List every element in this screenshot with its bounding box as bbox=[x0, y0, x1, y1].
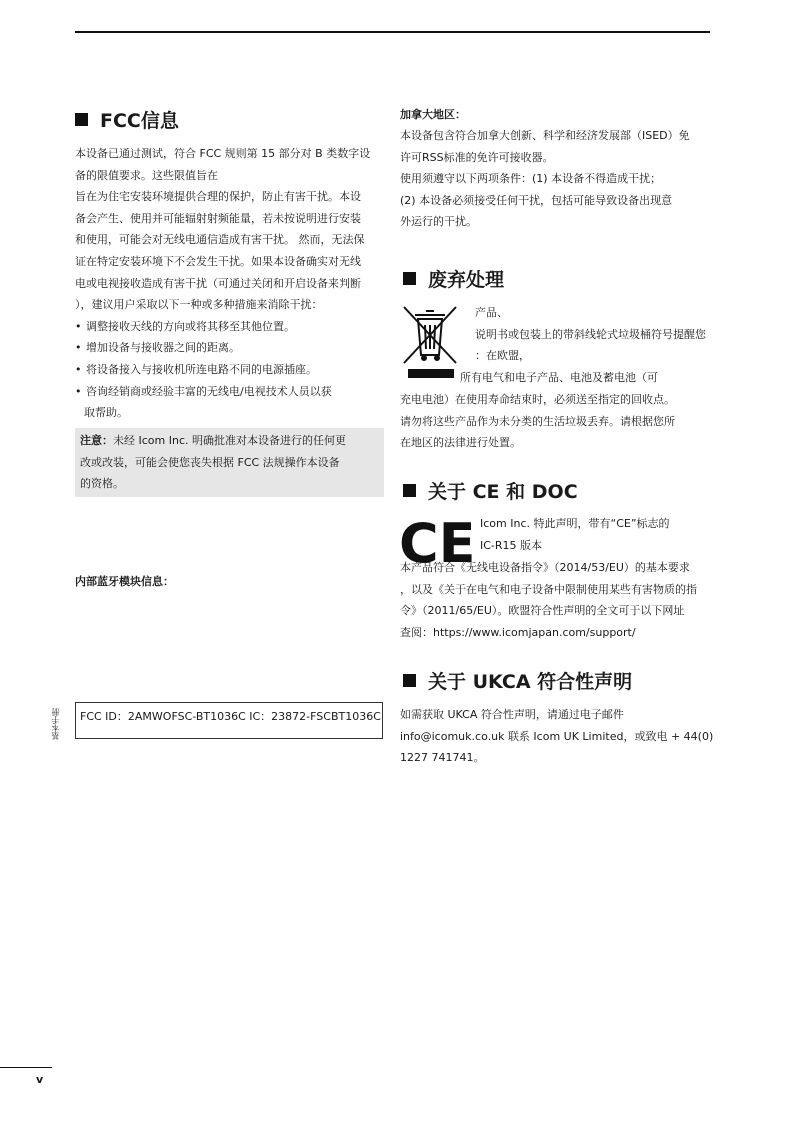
fcc-bullet: • 调整接收天线的方向或将其移至其他位置。 bbox=[75, 316, 387, 338]
fcc-line: 备的限值要求。这些限值旨在 bbox=[75, 168, 218, 182]
disposal-line: 产品、 bbox=[475, 306, 508, 319]
ce-line: 本产品符合《无线电设备指令》（2014/53/EU）的基本要求 bbox=[400, 561, 690, 574]
ce-line: Icom Inc. 特此声明，带有“CE”标志的 bbox=[480, 517, 670, 530]
fcc-paragraph bbox=[75, 143, 387, 424]
fcc-note-label: 注意： bbox=[80, 434, 113, 447]
heading-square-icon bbox=[403, 674, 416, 687]
canada-paragraph bbox=[400, 125, 720, 233]
ce-line: 查阅：https://www.icomjapan.com/support/ bbox=[400, 625, 636, 639]
ce-line: 令》（2011/65/EU）。欧盟符合性声明的全文可于以下网址 bbox=[400, 604, 685, 618]
fcc-note-line bbox=[75, 428, 384, 452]
ukca-paragraph bbox=[400, 704, 720, 769]
disposal-side-text bbox=[460, 302, 725, 388]
ce-paragraph bbox=[400, 557, 720, 643]
fcc-id-box bbox=[75, 702, 383, 739]
fcc-note-box bbox=[75, 428, 384, 497]
heading-square-icon bbox=[403, 272, 416, 285]
canada-heading: 加拿大地区： bbox=[400, 108, 466, 121]
page-number-rule bbox=[0, 1067, 52, 1068]
disposal-line: 在地区的法律进行处置。 bbox=[400, 436, 521, 450]
ce-line: IC-R15 版本 bbox=[480, 538, 543, 552]
fcc-bullet: • 咨询经销商或经验丰富的无线电/电视技术人员以获 bbox=[75, 381, 387, 403]
fcc-bullet-tail: 取帮助。 bbox=[84, 406, 128, 420]
fcc-id-text: FCC ID：2AMWOFSC-BT1036C IC：23872-FSCBT1036C bbox=[80, 710, 381, 723]
disposal-line: 说明书或包装上的带斜线轮式垃圾桶符号提醒您 bbox=[475, 327, 706, 341]
heading-square-icon bbox=[403, 484, 416, 497]
ukca-heading: 关于 UKCA 符合性声明 bbox=[403, 670, 632, 694]
fcc-line: ），建议用户采取以下一种或多种措施来消除干扰： bbox=[75, 298, 323, 312]
ce-line: ，以及《关于在电气和电子设备中限制使用某些有害物质的指 bbox=[400, 582, 697, 596]
fcc-line: 和使用，可能会对无线电通信造成有害干扰。 然而，无法保 bbox=[75, 233, 365, 247]
ce-side-text bbox=[480, 513, 720, 556]
fcc-bullet: • 将设备接入与接收机所连电路不同的电源插座。 bbox=[75, 359, 387, 381]
ukca-line: 如需获取 UKCA 符合性声明，请通过电子邮件 bbox=[400, 708, 624, 721]
crossed-out-wheelie-bin-icon bbox=[400, 303, 460, 381]
bluetooth-heading: 内部蓝牙模块信息： bbox=[75, 575, 174, 588]
fcc-bullet: • 增加设备与接收器之间的距离。 bbox=[75, 337, 387, 359]
fcc-line: 旨在为住宅安装环境提供合理的保护，防止有害干扰。本设 bbox=[75, 190, 361, 204]
ce-heading: 关于 CE 和 DOC bbox=[403, 480, 578, 504]
disposal-line: 所有电气和电子产品、电池及蓄电池（可 bbox=[460, 370, 658, 384]
disposal-line: 请勿将这些产品作为未分类的生活垃圾丢弃。请根据您所 bbox=[400, 414, 675, 428]
ce-logo-text: CE bbox=[399, 512, 476, 575]
canada-line: 本设备包含符合加拿大创新、科学和经济发展部（ISED）免 bbox=[400, 129, 690, 142]
disposal-paragraph bbox=[400, 389, 720, 454]
disposal-line: 充电电池）在使用寿命结束时，必须送至指定的回收点。 bbox=[400, 393, 675, 406]
canada-line: 使用须遵守以下两项条件：(1) 本设备不得造成干扰； bbox=[400, 172, 662, 186]
side-label: 基本手册 bbox=[51, 708, 60, 740]
ukca-line: 1227 741741。 bbox=[400, 751, 485, 765]
canada-line: (2) 本设备必须接受任何干扰，包括可能导致设备出现意 bbox=[400, 193, 673, 207]
fcc-line: 证在特定安装环境下不会发生干扰。如果本设备确实对无线 bbox=[75, 254, 361, 268]
page-number: v bbox=[36, 1073, 44, 1086]
canada-line: 外运行的干扰。 bbox=[400, 215, 477, 229]
disposal-line: ：在欧盟， bbox=[475, 349, 530, 363]
fcc-line: 电或电视接收造成有害干扰（可通过关闭和开启设备来判断 bbox=[75, 276, 361, 290]
fcc-line: 备会产生、使用并可能辐射射频能量，若未按说明进行安装 bbox=[75, 211, 361, 225]
fcc-note-line: 的资格。 bbox=[80, 477, 124, 491]
disposal-heading: 废弃处理 bbox=[403, 268, 504, 292]
heading-square-icon bbox=[75, 113, 88, 126]
ukca-line: info@icomuk.co.uk 联系 Icom UK Limited，或致电 + 44(0) bbox=[400, 729, 714, 743]
fcc-note-text: 未经 Icom Inc. 明确批准对本设备进行的任何更 bbox=[113, 434, 346, 447]
fcc-line: 本设备已通过测试，符合 FCC 规则第 15 部分对 B 类数字设 bbox=[75, 147, 371, 160]
top-rule bbox=[75, 31, 710, 33]
fcc-heading: FCC信息 bbox=[75, 109, 179, 133]
fcc-note-line: 改或改装，可能会使您丧失根据 FCC 法规操作本设备 bbox=[80, 455, 340, 469]
canada-line: 许可RSS标准的免许可接收器。 bbox=[400, 150, 554, 164]
